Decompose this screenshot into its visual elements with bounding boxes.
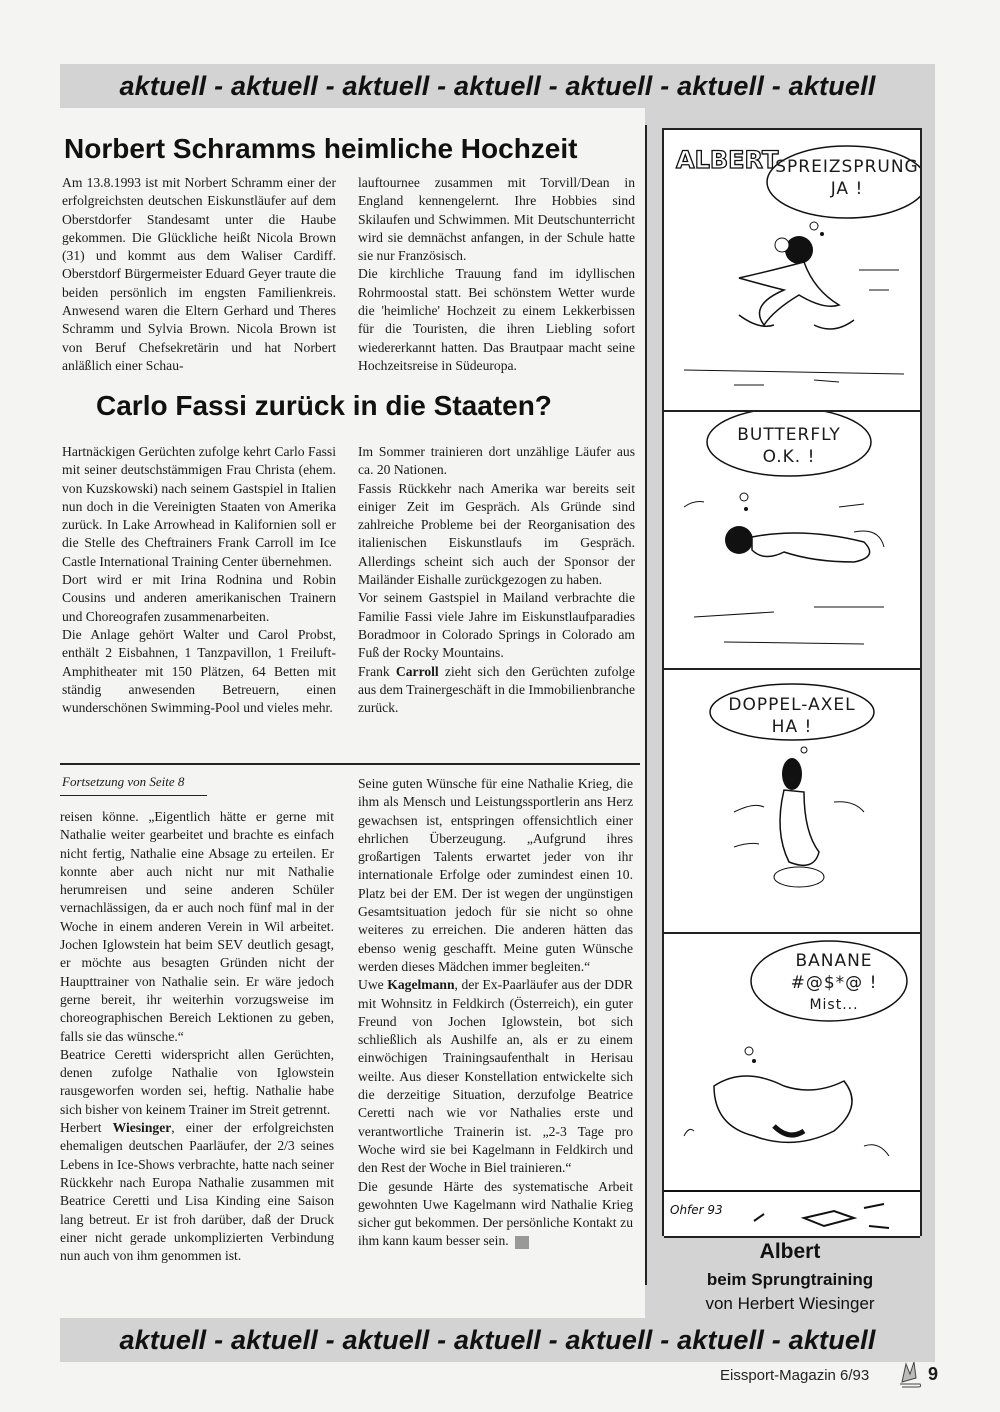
article3-col1 <box>60 808 334 1265</box>
continued-label: Fortsetzung von Seite 8 <box>62 774 185 789</box>
comic-caption-subtitle: beim Sprungtraining <box>706 1270 874 1289</box>
paragraph: Im Sommer trainieren dort unzählige Läufer aus ca. 20 Nationen. <box>358 444 635 478</box>
speech-bubble-text: BUTTERFLY O.K. ! <box>737 425 841 467</box>
speech-bubble-text: DOPPEL-AXEL HA ! <box>728 695 856 737</box>
article3-col2 <box>358 775 633 1251</box>
paragraph: Die gesunde Härte des systematische Arbeit gewohnten Uwe Kagelmann wird Nathalie Krieg sicher gut bekommen. Der persönliche Kontakt zu ihm kann kaum besser sein. <box>358 1178 633 1249</box>
article1-col2 <box>358 174 635 375</box>
magazine-footer: Eissport-Magazin 6/93 <box>720 1367 870 1384</box>
paragraph: Fassis Rückkehr nach Amerika war bereits seit einiger Zeit im Gespräch. Als Gründe sind zahlreiche Probleme bei der Reorganisation des italienischen Eiskunstlaufs im Gespräch. Allerdings scheint sich auch der Sponsor der Mailänder Eishalle zurückgezogen zu haben. <box>358 480 635 588</box>
section-rule <box>60 763 640 765</box>
paragraph: Dort wird er mit Irina Rodnina und Robin Cousins und anderen amerikanischen Trainern und Choreografen zusammenarbeiten. <box>62 572 336 624</box>
article2-col2 <box>358 443 635 717</box>
speech-bubble-text: SPREIZSPRUNG JA ! <box>775 157 919 199</box>
banner-top: aktuell - aktuell - aktuell - aktuell - aktuell - aktuell - aktuell <box>60 64 935 108</box>
continued-underline <box>60 795 207 796</box>
headline-schramm: Norbert Schramms heimliche Hochzeit <box>64 133 578 164</box>
skate-logo-icon <box>896 1360 924 1390</box>
column-divider <box>645 125 647 1285</box>
comic-panel-3 <box>664 672 920 934</box>
comic-caption-title: Albert <box>759 1240 821 1263</box>
paragraph: Seine guten Wünsche für eine Nathalie Krieg, die ihm als Mensch und Leistungssportlerin ans Herz gewachsen ist, entspringen offensichtlich einer ehrlichen Überzeugung. „Aufgrund ihres großartigen Talents erwartet jeder von ihr internationale Erfolge oder zumindest einen 10. Platz bei der EM. Der ist wegen der ungünstigen Gesamtsituation jedoch für sie nicht so ohne weiteres zu erreichen. Die anderen hätten das ebenso wenig geschafft. Meine guten Wünsche werden dieses Mädchen immer begleiten.“ <box>358 776 633 974</box>
article1-col1 <box>62 174 336 375</box>
banner-bottom: aktuell - aktuell - aktuell - aktuell - aktuell - aktuell - aktuell <box>60 1318 935 1362</box>
paragraph: Vor seinem Gastspiel in Mailand verbrachte die Familie Fassi viele Jahre im Eiskunstlaufparadies Boradmoor in Colorado Springs in Colorado am Fuß der Rocky Mountains. <box>358 590 635 661</box>
comic-strip <box>662 128 922 1236</box>
comic-panel-2 <box>664 412 920 670</box>
comic-panel-4 <box>664 936 920 1238</box>
page-number: 9 <box>928 1364 939 1384</box>
paragraph: Beatrice Ceretti widerspricht allen Gerüchten, denen zufolge Nathalie von Iglowstein rausgeworfen worden sei, heftig. Nathalie habe sich bisher von keinem Trainer im Streit getrennt. <box>60 1046 334 1117</box>
paragraph: Herbert Wiesinger, einer der erfolgreichsten ehemaligen deutschen Paarläufer, der 2/3 seines Lebens in Ice-Shows verbrachte, hatte nach seiner Rückkehr nach Europa Nathalie zusammen mit Beatrice Ceretti und Lisa Kinding eine Saison lang betreut. Er ist froh darüber, daß der Druck einer nicht gerade unkomplizierten Verbindung nun auch von ihm genommen ist. <box>60 1120 334 1264</box>
comic-logo: ALBERT <box>676 146 779 174</box>
comic-panel-1 <box>664 128 920 412</box>
speech-bubble-text: BANANE #@$*@ ! Mist... <box>790 951 878 1013</box>
paragraph: Frank Carroll zieht sich den Gerüchten zufolge aus dem Trainergeschäft in die Immobilienbranche zurück. <box>358 663 635 716</box>
headline-fassi: Carlo Fassi zurück in die Staaten? <box>96 390 552 421</box>
comic-caption-author: von Herbert Wiesinger <box>705 1294 875 1313</box>
paragraph: Hartnäckigen Gerüchten zufolge kehrt Carlo Fassi mit seiner deutschstämmigen Frau Christa (ehem. von Kuzskowski) nach seinem Gastspiel in Italien nun doch in die Vereinigten Staaten von Amerika zurück. In Lake Arrowhead in Kalifornien soll er die Stelle des Cheftrainers Frank Carroll im Ice Castle International Training Center übernehmen. <box>62 444 336 569</box>
end-mark-icon <box>515 1236 529 1249</box>
paragraph: reisen könne. „Eigentlich hätte er gerne mit Nathalie weiter gearbeitet und brachte es einfach nicht fertig, Nathalie eine Absage zu erteilen. Er konnte aber auch nicht nur mit Nathalie herumreisen und seine anderen Schüler vernachlässigen, da er auch noch fünf mal in der Woche in einem anderen Verein in Wil arbeitet. Jochen Iglowstein hat beim SEV deutlich gesagt, er möchte aus besagten Gründen nicht der Haupttrainer von Nathalie sein. Er wäre jedoch gerne bereit, ihr weiterhin vorzugsweise im choreographischen Bereich Lektionen zu geben, falls sie das wünsche.“ <box>60 809 334 1044</box>
paragraph: Die Anlage gehört Walter und Carol Probst, enthält 2 Eisbahnen, 1 Tanzpavillon, 1 Freiluft-Amphitheater mit 150 Plätzen, 64 Betten mit ständig anwesenden Betreuern, einen wunderschönen Swimming-Pool und vieles mehr. <box>62 626 336 716</box>
paragraph: Die kirchliche Trauung fand im idyllischen Rohrmoostal statt. Bei schönstem Wetter wurde die 'heimliche' Hochzeit zu einem Lekkerbissen für die Touristen, die ihren Liebling sofort wiedererkannt hatten. Das Brautpaar macht seine Hochzeitsreise in Südeuropa. <box>358 266 635 373</box>
paragraph: lauftournee zusammen mit Torvill/Dean in England kennengelernt. Ihre Hobbies sind Skilaufen und Schwimmen. Mit Deutschunterricht wird sie demnächst anfangen, in der Schule hatte sie nur Französisch. <box>358 175 635 264</box>
paragraph: Uwe Kagelmann, der Ex-Paarläufer aus der DDR mit Wohnsitz in Feldkirch (Österreich), ein guter Freund von Jochen Iglowstein, bot sich schließlich als Aushilfe an, als er zu einem einwöchigen Trainingsaufenthalt in Herisau weilte. Aus dieser Konstellation entwickelte sich die derzeitige Situation, derzufolge Beatrice Ceretti nach wie vor Nathalies erste und verantwortliche Trainerin ist. „2-3 Tage pro Woche wird sie bei Kagelmann in Feldkirch und den Rest der Woche in Biel trainieren.“ <box>358 977 633 1176</box>
paragraph: Am 13.8.1993 ist mit Norbert Schramm einer der erfolgreichsten deutschen Eiskunstläufer auf dem Oberstdorfer Standesamt unter die Haube gekommen. Die Glückliche heißt Nicola Brown (31) und kommt aus dem Waliser Cardiff. Oberstdorf Bürgermeister Eduard Geyer traute die beiden persönlich im engsten Familienkreis. Anwesend waren die Eltern Gerhard und Theres Schramm und Sylvia Brown. Nicola Brown ist von Beruf Chefsekretärin und hat Norbert anläßlich einer Schau- <box>62 175 336 373</box>
artist-signature: Ohfer 93 <box>670 1203 723 1217</box>
article2-col1 <box>62 443 336 717</box>
